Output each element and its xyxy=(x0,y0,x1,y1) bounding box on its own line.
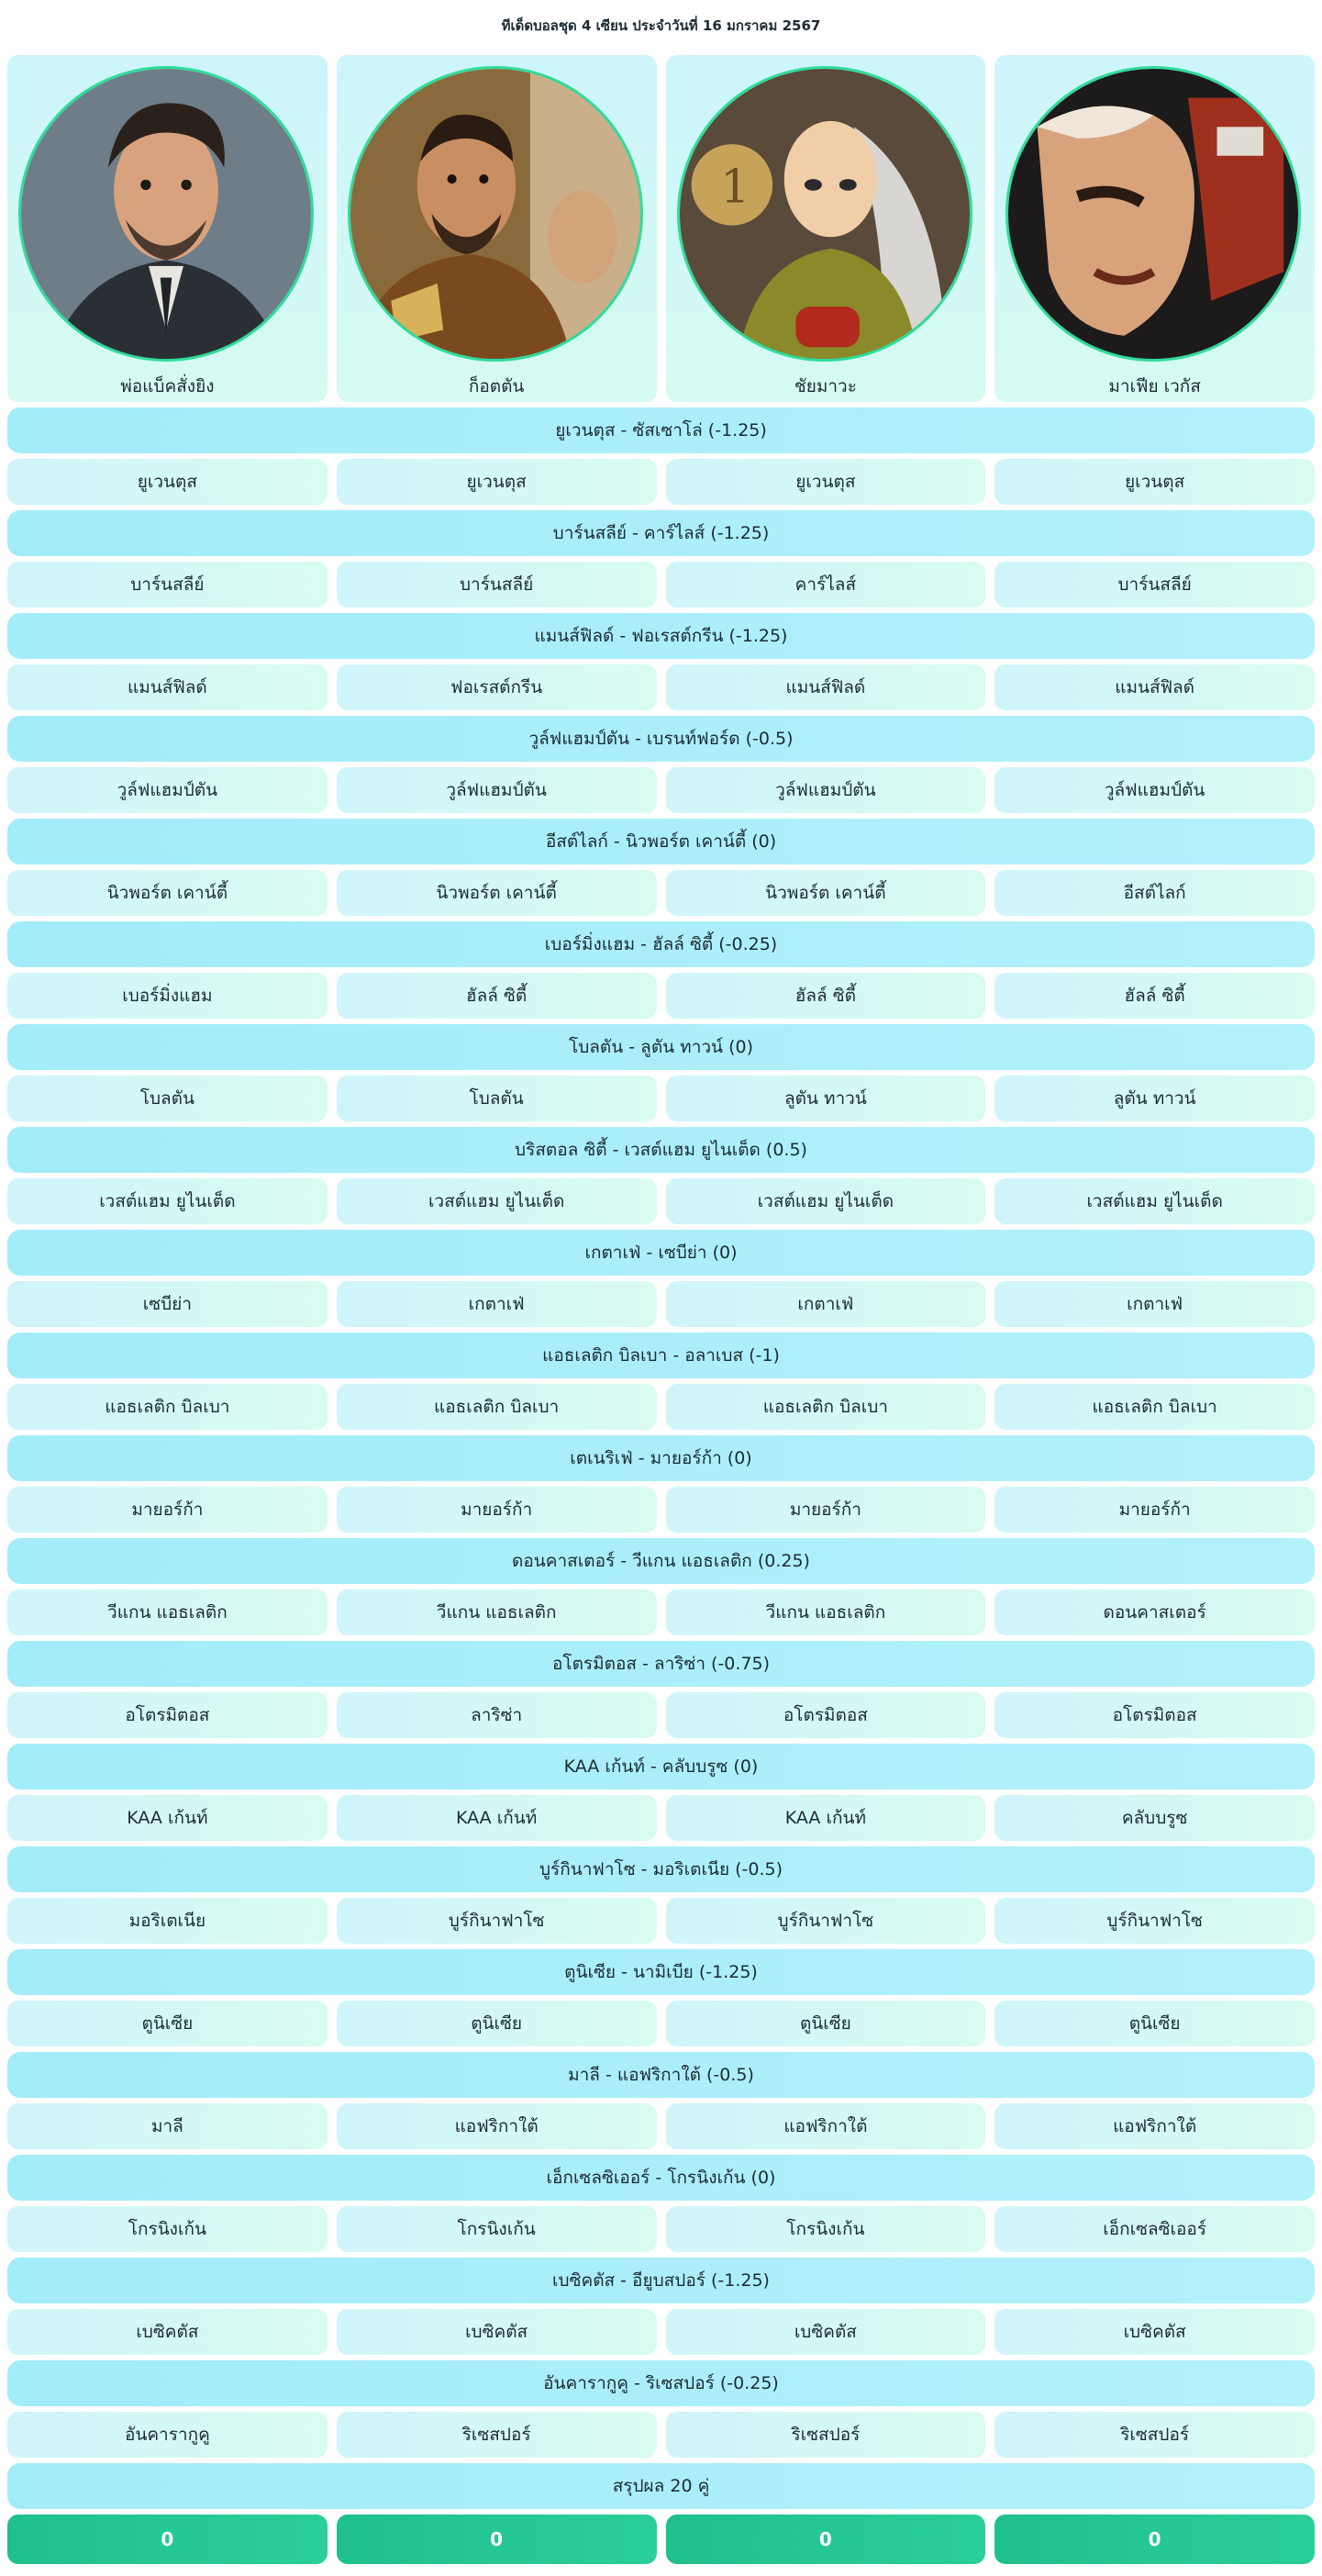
pick-cell: แมนส์ฟิลด์ xyxy=(7,664,328,710)
pick-cell: คาร์ไลส์ xyxy=(666,562,986,608)
match-header: อันคารากูคู - ริเซสปอร์ (-0.25) xyxy=(7,2360,1315,2406)
portrait-man-suit-icon xyxy=(18,66,314,362)
pick-row xyxy=(7,1795,1315,1841)
pick-cell: วูล์ฟแฮมป์ตัน xyxy=(337,767,657,813)
pick-cell: นิวพอร์ต เคาน์ตี้ xyxy=(337,870,657,916)
pick-cell: โกรนิงเก้น xyxy=(666,2206,986,2252)
pick-cell: มายอร์ก้า xyxy=(666,1487,986,1533)
tips-grid xyxy=(7,55,1315,2570)
pick-cell: วีแกน แอธเลติก xyxy=(7,1589,328,1635)
pick-cell: เซบีย่า xyxy=(7,1281,328,1327)
pick-cell: เวสต์แฮม ยูไนเต็ด xyxy=(666,1178,986,1224)
pick-cell: KAA เก้นท์ xyxy=(666,1795,986,1841)
pick-cell: นิวพอร์ต เคาน์ตี้ xyxy=(666,870,986,916)
pick-cell: ยูเวนตุส xyxy=(337,459,657,505)
pick-cell: เบอร์มิ่งแฮม xyxy=(7,973,328,1019)
pick-cell: บูร์กินาฟาโซ xyxy=(337,1898,657,1944)
pick-cell: อโตรมิตอส xyxy=(994,1692,1315,1738)
match-block-19 xyxy=(7,2258,1315,2355)
tipster-card-1 xyxy=(7,55,328,402)
pick-cell: มาลี xyxy=(7,2103,328,2149)
pick-cell: ตูนิเซีย xyxy=(7,2001,328,2046)
pick-cell: ริเซสปอร์ xyxy=(337,2412,657,2458)
pick-cell: ตูนิเซีย xyxy=(994,2001,1315,2046)
score-cell: 0 xyxy=(337,2515,657,2564)
pick-cell: เบซิคตัส xyxy=(337,2309,657,2355)
pick-cell: ยูเวนตุส xyxy=(7,459,328,505)
pick-row xyxy=(7,2309,1315,2355)
pick-cell: ตูนิเซีย xyxy=(666,2001,986,2046)
pick-cell: ลูตัน ทาวน์ xyxy=(994,1076,1315,1121)
pick-cell: ฮัลล์ ซิตี้ xyxy=(337,973,657,1019)
match-header: บาร์นสลีย์ - คาร์ไลส์ (-1.25) xyxy=(7,510,1315,556)
pick-cell: นิวพอร์ต เคาน์ตี้ xyxy=(7,870,328,916)
pick-cell: เวสต์แฮม ยูไนเต็ด xyxy=(7,1178,328,1224)
match-header: เอ็กเซลซิเออร์ - โกรนิงเก้น (0) xyxy=(7,2155,1315,2201)
match-header: ตูนิเซีย - นามิเบีย (-1.25) xyxy=(7,1949,1315,1995)
pick-row xyxy=(7,1384,1315,1430)
pick-cell: คลับบรูซ xyxy=(994,1795,1315,1841)
match-header: เตเนริเฟ่ - มายอร์ก้า (0) xyxy=(7,1435,1315,1481)
match-block-11 xyxy=(7,1435,1315,1533)
match-block-4 xyxy=(7,716,1315,813)
match-block-6 xyxy=(7,921,1315,1019)
pick-row xyxy=(7,459,1315,505)
score-cell: 0 xyxy=(994,2515,1315,2564)
match-header: เกตาเฟ่ - เซบีย่า (0) xyxy=(7,1230,1315,1276)
match-header: ยูเวนตุส - ซัสเซาโล่ (-1.25) xyxy=(7,407,1315,453)
pick-cell: เกตาเฟ่ xyxy=(994,1281,1315,1327)
pick-cell: แอธเลติก บิลเบา xyxy=(337,1384,657,1430)
pick-cell: บาร์นสลีย์ xyxy=(994,562,1315,608)
pick-row xyxy=(7,2206,1315,2252)
pick-cell: ตูนิเซีย xyxy=(337,2001,657,2046)
pick-cell: อีสต์ไลก์ xyxy=(994,870,1315,916)
pick-cell: KAA เก้นท์ xyxy=(7,1795,328,1841)
match-block-14 xyxy=(7,1744,1315,1841)
pick-cell: ริเซสปอร์ xyxy=(666,2412,986,2458)
pick-cell: มายอร์ก้า xyxy=(7,1487,328,1533)
match-header: เบซิคตัส - อียูบสปอร์ (-1.25) xyxy=(7,2258,1315,2303)
pick-cell: โกรนิงเก้น xyxy=(337,2206,657,2252)
match-block-8 xyxy=(7,1127,1315,1224)
match-header: โบลตัน - ลูตัน ทาวน์ (0) xyxy=(7,1024,1315,1070)
match-block-13 xyxy=(7,1641,1315,1738)
pick-cell: ริเซสปอร์ xyxy=(994,2412,1315,2458)
pick-cell: แมนส์ฟิลด์ xyxy=(994,664,1315,710)
pick-cell: แอธเลติก บิลเบา xyxy=(994,1384,1315,1430)
pick-cell: บูร์กินาฟาโซ xyxy=(994,1898,1315,1944)
match-block-20 xyxy=(7,2360,1315,2458)
match-block-18 xyxy=(7,2155,1315,2252)
pick-row xyxy=(7,1487,1315,1533)
match-header: แมนส์ฟิลด์ - ฟอเรสต์กรีน (-1.25) xyxy=(7,613,1315,659)
match-block-9 xyxy=(7,1230,1315,1327)
pick-cell: ฮัลล์ ซิตี้ xyxy=(994,973,1315,1019)
pick-cell: มายอร์ก้า xyxy=(994,1487,1315,1533)
match-header: อโตรมิตอส - ลาริซ่า (-0.75) xyxy=(7,1641,1315,1687)
pick-cell: โบลตัน xyxy=(337,1076,657,1121)
pick-cell: วูล์ฟแฮมป์ตัน xyxy=(994,767,1315,813)
pick-cell: ยูเวนตุส xyxy=(994,459,1315,505)
pick-cell: ฮัลล์ ซิตี้ xyxy=(666,973,986,1019)
match-block-12 xyxy=(7,1538,1315,1635)
pick-row xyxy=(7,2412,1315,2458)
pick-cell: บูร์กินาฟาโซ xyxy=(666,1898,986,1944)
match-header: KAA เก้นท์ - คลับบรูซ (0) xyxy=(7,1744,1315,1790)
pick-cell: ลาริซ่า xyxy=(337,1692,657,1738)
match-block-1 xyxy=(7,407,1315,505)
match-block-16 xyxy=(7,1949,1315,2046)
match-header: วูล์ฟแฮมป์ตัน - เบรนท์ฟอร์ด (-0.5) xyxy=(7,716,1315,762)
match-block-3 xyxy=(7,613,1315,710)
pick-cell: อโตรมิตอส xyxy=(7,1692,328,1738)
pick-cell: วูล์ฟแฮมป์ตัน xyxy=(7,767,328,813)
tipster-name: พ่อแบ็คสั่งยิง xyxy=(120,376,215,396)
pick-cell: ยูเวนตุส xyxy=(666,459,986,505)
pick-cell: แอฟริกาใต้ xyxy=(666,2103,986,2149)
tipster-card-3 xyxy=(666,55,986,402)
portrait-bald-hero-icon xyxy=(677,66,972,362)
match-block-2 xyxy=(7,510,1315,608)
pick-cell: บาร์นสลีย์ xyxy=(7,562,328,608)
tipster-name: ชัยมาวะ xyxy=(794,376,857,396)
pick-cell: เกตาเฟ่ xyxy=(337,1281,657,1327)
pick-cell: แอฟริกาใต้ xyxy=(994,2103,1315,2149)
pick-cell: เบซิคตัส xyxy=(994,2309,1315,2355)
pick-cell: เอ็กเซลซิเออร์ xyxy=(994,2206,1315,2252)
score-cell: 0 xyxy=(7,2515,328,2564)
pick-cell: เกตาเฟ่ xyxy=(666,1281,986,1327)
summary-header: สรุปผล 20 คู่ xyxy=(7,2463,1315,2509)
pick-cell: แอฟริกาใต้ xyxy=(337,2103,657,2149)
match-block-10 xyxy=(7,1333,1315,1430)
match-header: แอธเลติก บิลเบา - อลาเบส (-1) xyxy=(7,1333,1315,1378)
pick-cell: มอริเตเนีย xyxy=(7,1898,328,1944)
pick-cell: ดอนคาสเตอร์ xyxy=(994,1589,1315,1635)
pick-row xyxy=(7,1692,1315,1738)
tipster-name: มาเฟีย เวกัส xyxy=(1108,376,1201,396)
match-header: เบอร์มิ่งแฮม - ฮัลล์ ซิตี้ (-0.25) xyxy=(7,921,1315,967)
pick-row xyxy=(7,2001,1315,2046)
pick-cell: เบซิคตัส xyxy=(7,2309,328,2355)
pick-cell: อโตรมิตอส xyxy=(666,1692,986,1738)
match-block-7 xyxy=(7,1024,1315,1121)
tipster-row xyxy=(7,55,1315,402)
pick-row xyxy=(7,973,1315,1019)
page-title: ทีเด็ดบอลชุด 4 เซียน ประจำวันที่ 16 มกราคม 2567 xyxy=(501,17,821,34)
match-block-15 xyxy=(7,1846,1315,1944)
pick-cell: เวสต์แฮม ยูไนเต็ด xyxy=(337,1178,657,1224)
pick-row xyxy=(7,1281,1315,1327)
pick-cell: โบลตัน xyxy=(7,1076,328,1121)
match-header: บริสตอล ซิตี้ - เวสต์แฮม ยูไนเต็ด (0.5) xyxy=(7,1127,1315,1173)
portrait-mafia-icon xyxy=(1005,66,1301,362)
pick-row xyxy=(7,1076,1315,1121)
pick-cell: ลูตัน ทาวน์ xyxy=(666,1076,986,1121)
pick-cell: เวสต์แฮม ยูไนเต็ด xyxy=(994,1178,1315,1224)
pick-cell: แอธเลติก บิลเบา xyxy=(7,1384,328,1430)
pick-row xyxy=(7,1589,1315,1635)
summary-block xyxy=(7,2463,1315,2564)
pick-row xyxy=(7,870,1315,916)
tipster-card-2 xyxy=(337,55,657,402)
portrait-soldier-icon xyxy=(348,66,643,362)
pick-cell: วูล์ฟแฮมป์ตัน xyxy=(666,767,986,813)
match-header: บูร์กินาฟาโซ - มอริเตเนีย (-0.5) xyxy=(7,1846,1315,1892)
pick-row xyxy=(7,1178,1315,1224)
match-header: ดอนคาสเตอร์ - วีแกน แอธเลติก (0.25) xyxy=(7,1538,1315,1584)
pick-cell: มายอร์ก้า xyxy=(337,1487,657,1533)
pick-cell: โกรนิงเก้น xyxy=(7,2206,328,2252)
pick-row xyxy=(7,767,1315,813)
pick-row xyxy=(7,1898,1315,1944)
pick-cell: วีแกน แอธเลติก xyxy=(666,1589,986,1635)
pick-cell: อันคารากูคู xyxy=(7,2412,328,2458)
score-cell: 0 xyxy=(666,2515,986,2564)
match-block-17 xyxy=(7,2052,1315,2149)
match-block-5 xyxy=(7,819,1315,916)
tipster-name: ก็อตตัน xyxy=(468,376,525,396)
pick-cell: KAA เก้นท์ xyxy=(337,1795,657,1841)
pick-cell: บาร์นสลีย์ xyxy=(337,562,657,608)
pick-cell: ฟอเรสต์กรีน xyxy=(337,664,657,710)
pick-cell: วีแกน แอธเลติก xyxy=(337,1589,657,1635)
pick-cell: แอธเลติก บิลเบา xyxy=(666,1384,986,1430)
tipster-card-4 xyxy=(994,55,1315,402)
match-header: อีสต์ไลก์ - นิวพอร์ต เคาน์ตี้ (0) xyxy=(7,819,1315,864)
match-header: มาลี - แอฟริกาใต้ (-0.5) xyxy=(7,2052,1315,2098)
pick-cell: เบซิคตัส xyxy=(666,2309,986,2355)
score-row xyxy=(7,2515,1315,2564)
pick-row xyxy=(7,2103,1315,2149)
pick-row xyxy=(7,562,1315,608)
pick-row xyxy=(7,664,1315,710)
pick-cell: แมนส์ฟิลด์ xyxy=(666,664,986,710)
svg-text:1: 1 xyxy=(719,159,750,214)
